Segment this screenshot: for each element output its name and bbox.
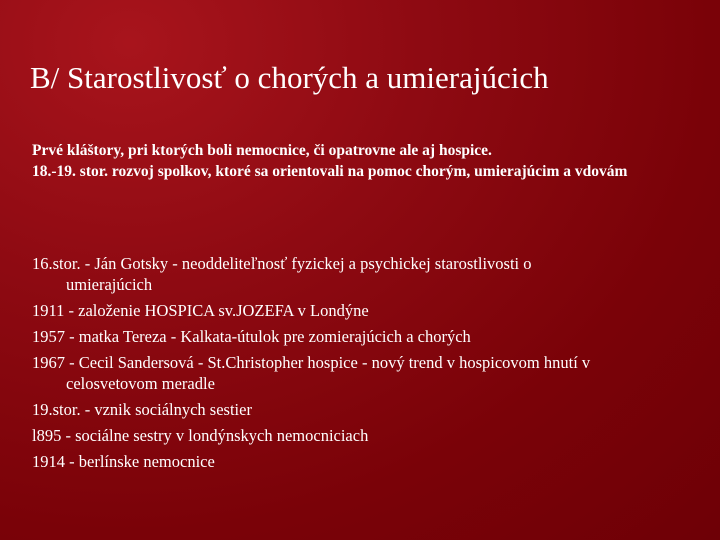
timeline-entry-text: l895 - sociálne sestry v londýnskych nemocniciach	[32, 426, 369, 445]
timeline-entry	[32, 326, 692, 347]
timeline-entry-text: 1911 - založenie HOSPICA sv.JOZEFA v Londýne	[32, 301, 369, 320]
intro-line: 18.-19. stor. rozvoj spolkov, ktoré sa orientovali na pomoc chorým, umierajúcim a vdovám	[32, 163, 628, 180]
timeline-entry-continuation: umierajúcich	[66, 275, 153, 294]
timeline-entry-text: 16.stor. - Ján Gotsky - neoddeliteľnosť fyzickej a psychickej starostlivosti o	[32, 254, 532, 273]
timeline-entry-continuation: celosvetovom meradle	[66, 374, 215, 393]
timeline-entry	[32, 425, 692, 446]
intro-line: Prvé kláštory, pri ktorých boli nemocnice, či opatrovne ale aj hospice.	[32, 142, 492, 159]
timeline-list	[32, 253, 692, 477]
timeline-entry	[32, 300, 692, 321]
timeline-entry	[32, 399, 692, 420]
timeline-entry	[32, 352, 692, 394]
timeline-entry-text: 1957 - matka Tereza - Kalkata-útulok pre zomierajúcich a chorých	[32, 327, 471, 346]
timeline-entry-text: 1914 - berlínske nemocnice	[32, 452, 215, 471]
slide-title: B/ Starostlivosť o chorých a umierajúcich	[30, 60, 549, 95]
timeline-entry	[32, 451, 692, 472]
timeline-entry-text: 19.stor. - vznik sociálnych sestier	[32, 400, 252, 419]
timeline-entry-text: 1967 - Cecil Sandersová - St.Christopher hospice - nový trend v hospicovom hnutí v	[32, 353, 591, 372]
timeline-entry	[32, 253, 692, 295]
intro-text	[32, 140, 692, 182]
